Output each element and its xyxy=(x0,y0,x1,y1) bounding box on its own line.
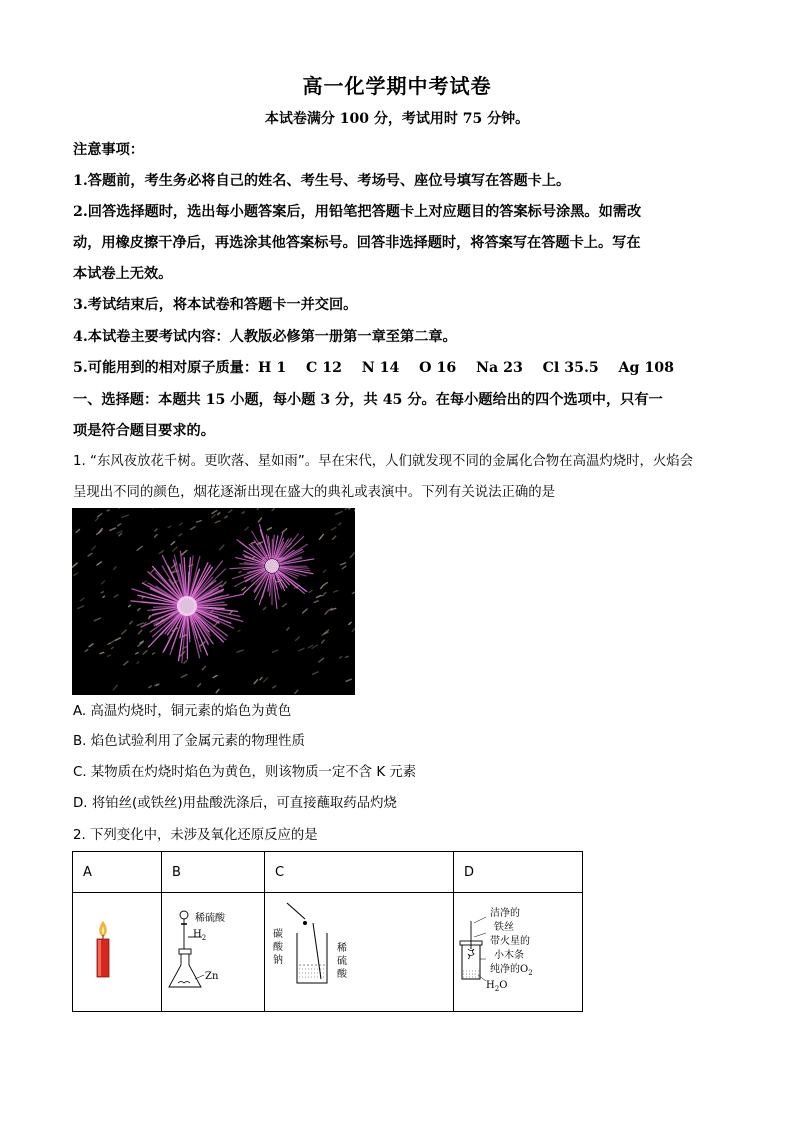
firework-ray xyxy=(195,605,227,606)
q2-figure-d xyxy=(454,893,583,1012)
q1-option-c: C. 某物质在灼烧时焰色为黄色，则该物质一定不含 K 元素 xyxy=(73,765,417,780)
notes-heading: 注意事项： xyxy=(73,142,144,158)
note-4: 4.本试卷主要考试内容：人教版必修第一册第一章至第二章。 xyxy=(73,329,457,345)
q1-stem-line-1: 1. “东风夜放花千树。更吹落、星如雨”。早在宋代，人们就发现不同的金属化合物在高温灼烧时，火焰会 xyxy=(73,454,694,469)
section-1-line-2: 项是符合题目要求的。 xyxy=(73,423,215,439)
label-wood-splint: 小木条 xyxy=(494,950,524,961)
q2-header-c: C xyxy=(265,852,454,893)
fireworks-graphic xyxy=(72,508,355,695)
flask-apparatus-icon xyxy=(162,893,264,1007)
spark xyxy=(107,510,109,511)
label-glowing: 带火星的 xyxy=(490,936,530,947)
label-sodium-carbonate-1: 碳 xyxy=(273,929,283,940)
q2-figure-c xyxy=(265,893,454,1012)
spark xyxy=(103,596,105,597)
section-1-line-1: 一、选择题：本题共 15 小题，每小题 3 分，共 45 分。在每小题给出的四个选项中，只有一 xyxy=(73,392,663,408)
label-sodium-carbonate-3: 钠 xyxy=(273,955,283,966)
q2-figure-b xyxy=(162,893,265,1012)
q2-stem: 2. 下列变化中，未涉及氧化还原反应的是 xyxy=(73,828,318,843)
candle-icon xyxy=(73,893,161,1007)
label-sodium-carbonate-2: 酸 xyxy=(273,942,283,953)
spark xyxy=(155,685,157,686)
q2-header-b: B xyxy=(162,852,265,893)
label-zn: Zn xyxy=(205,971,219,982)
q1-option-a: A. 高温灼烧时，铜元素的焰色为黄色 xyxy=(73,704,292,719)
label-dilute-acid-3: 酸 xyxy=(337,969,347,980)
fireworks-photo xyxy=(72,508,355,695)
label-clean: 洁净的 xyxy=(490,908,520,919)
beaker-apparatus-icon xyxy=(265,893,443,1007)
note-2-line-2: 动，用橡皮擦干净后，再选涂其他答案标号。回答非选择题时，将答案写在答题卡上。写在 xyxy=(73,235,641,251)
label-dilute-acid-2: 硫 xyxy=(337,956,347,967)
label-pure-o2: 纯净的$O_2$ xyxy=(490,964,533,977)
note-2-line-1: 2.回答选择题时，选出每小题答案后，用铅笔把答题卡上对应题目的答案标号涂黑。如需改 xyxy=(73,204,642,220)
note-5: 5.可能用到的相对原子质量：H 1 C 12 N 14 O 16 Na 23 Cl 35.5 Ag 108 xyxy=(73,360,674,376)
q2-header-d: D xyxy=(454,852,583,893)
label-water: $H_2O$ xyxy=(486,980,508,993)
q1-option-b: B. 焰色试验利用了金属元素的物理性质 xyxy=(73,734,305,749)
spark xyxy=(345,656,348,657)
q1-stem-line-2: 呈现出不同的颜色，烟花逐渐出现在盛大的典礼或表演中。下列有关说法正确的是 xyxy=(73,485,556,500)
note-3: 3.考试结束后，将本试卷和答题卡一并交回。 xyxy=(73,297,358,313)
q2-figure-a xyxy=(73,893,162,1012)
label-h2: $H_2$ xyxy=(193,929,207,942)
spark xyxy=(101,592,103,593)
page-subtitle: 本试卷满分 100 分，考试用时 75 分钟。 xyxy=(264,111,530,127)
label-iron-wire: 铁丝 xyxy=(494,922,514,933)
note-2-line-3: 本试卷上无效。 xyxy=(73,266,173,282)
label-dilute-acid-1: 稀 xyxy=(337,943,347,954)
gas-jar-apparatus-icon xyxy=(454,893,582,1007)
note-1: 1.答题前，考生务必将自己的姓名、考生号、考场号、座位号填写在答题卡上。 xyxy=(73,173,571,189)
q2-header-a: A xyxy=(73,852,162,893)
page-title: 高一化学期中考试卷 xyxy=(302,74,492,98)
label-dilute-sulfuric-acid: 稀硫酸 xyxy=(195,913,225,924)
q1-option-d: D. 将铂丝(或铁丝)用盐酸洗涤后，可直接蘸取药品灼烧 xyxy=(73,796,397,811)
spark xyxy=(252,542,255,543)
q2-options-table xyxy=(72,851,583,1012)
